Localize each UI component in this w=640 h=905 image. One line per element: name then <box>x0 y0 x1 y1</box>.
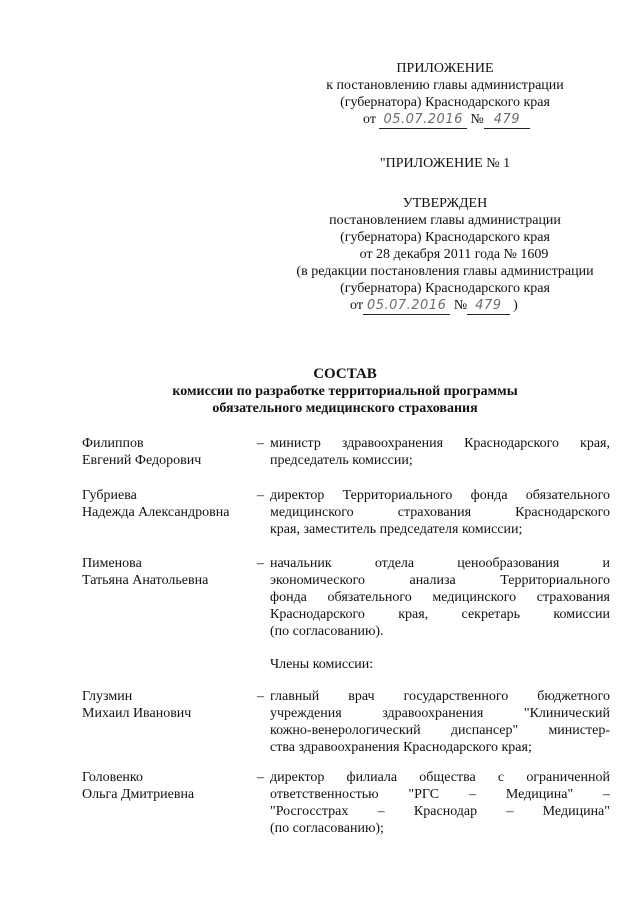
member-desc-line: главный врач государственного бюджетного <box>270 689 610 704</box>
approved-line-2: (губернатора) Краснодарского края <box>340 230 550 245</box>
member-desc-line: медицинского страхования Краснодарского <box>270 505 610 520</box>
handwritten-date-2: 05.07.2016 <box>363 297 450 315</box>
handwritten-number: 479 <box>484 111 530 129</box>
approved-line-1: постановлением главы администрации <box>329 213 561 228</box>
approved-title: УТВЕРЖДЕН <box>402 196 488 211</box>
appendix1-title: "ПРИЛОЖЕНИЕ № 1 <box>379 156 511 171</box>
handwritten-number-2: 479 <box>467 297 509 315</box>
member-description <box>270 769 610 837</box>
member-desc-line: председатель комиссии; <box>270 453 413 468</box>
member-dash: – <box>257 770 264 785</box>
member-desc-line: "Росгосстрах – Краснодар – Медицина" <box>270 804 610 819</box>
approved-line-3: от 28 декабря 2011 года № 1609 <box>359 247 549 262</box>
member-surname: Глузмин <box>82 689 133 704</box>
member-desc-line: министр здравоохранения Краснодарского края, <box>270 436 610 451</box>
member-description <box>270 487 610 538</box>
member-description <box>270 688 610 756</box>
member-desc-line: ства здравоохранения Краснодарского края; <box>270 740 532 755</box>
appendix-line-1: к постановлению главы администрации <box>326 78 564 93</box>
number-sign-2: № <box>453 298 468 313</box>
approved-line-4: (в редакции постановления главы администрации <box>296 264 594 279</box>
member-desc-line: директор Территориального фонда обязательного <box>270 488 610 503</box>
member-name: Ольга Дмитриевна <box>82 787 195 802</box>
member-dash: – <box>257 556 264 571</box>
member-desc-line: ответственностью "РГС – Медицина" – <box>270 787 610 802</box>
member-desc-line: (по согласованию); <box>270 821 384 836</box>
member-desc-line: края, заместитель председателя комиссии; <box>270 522 523 537</box>
from-prefix-2: от <box>350 298 363 313</box>
member-name: Михаил Иванович <box>82 706 192 721</box>
member-name: Евгений Федорович <box>82 453 202 468</box>
approved-date-line <box>350 297 518 315</box>
appendix-title: ПРИЛОЖЕНИЕ <box>396 61 494 76</box>
composition-line-1: комиссии по разработке территориальной программы <box>172 384 518 399</box>
members-label: Члены комиссии: <box>270 657 374 672</box>
member-description <box>270 555 610 640</box>
member-surname: Головенко <box>82 770 143 785</box>
member-surname: Губриева <box>82 488 137 503</box>
member-desc-line: учреждения здравоохранения "Клинический <box>270 706 610 721</box>
close-paren: ) <box>513 298 518 313</box>
member-dash: – <box>257 436 264 451</box>
appendix-date-line <box>363 111 530 129</box>
member-surname: Пименова <box>82 556 142 571</box>
member-desc-line: Краснодарского края, секретарь комиссии <box>270 607 610 622</box>
member-dash: – <box>257 488 264 503</box>
member-desc-line: начальник отдела ценообразования и <box>270 556 610 571</box>
appendix-line-2: (губернатора) Краснодарского края <box>340 95 550 110</box>
from-prefix: от <box>363 112 376 127</box>
member-name: Надежда Александровна <box>82 505 230 520</box>
member-name: Татьяна Анатольевна <box>82 573 209 588</box>
member-dash: – <box>257 689 264 704</box>
approved-line-5: (губернатора) Краснодарского края <box>340 281 550 296</box>
composition-line-2: обязательного медицинского страхования <box>212 401 478 416</box>
member-desc-line: кожно-венерологический диспансер" министер- <box>270 723 610 738</box>
member-description <box>270 435 610 469</box>
member-desc-line: фонда обязательного медицинского страхования <box>270 590 610 605</box>
number-sign: № <box>470 112 484 127</box>
member-desc-line: экономического анализа Территориального <box>270 573 610 588</box>
member-desc-line: (по согласованию). <box>270 624 384 639</box>
member-surname: Филиппов <box>82 436 144 451</box>
composition-title: СОСТАВ <box>313 366 377 382</box>
member-desc-line: директор филиала общества с ограниченной <box>270 770 610 785</box>
handwritten-date: 05.07.2016 <box>379 111 466 129</box>
